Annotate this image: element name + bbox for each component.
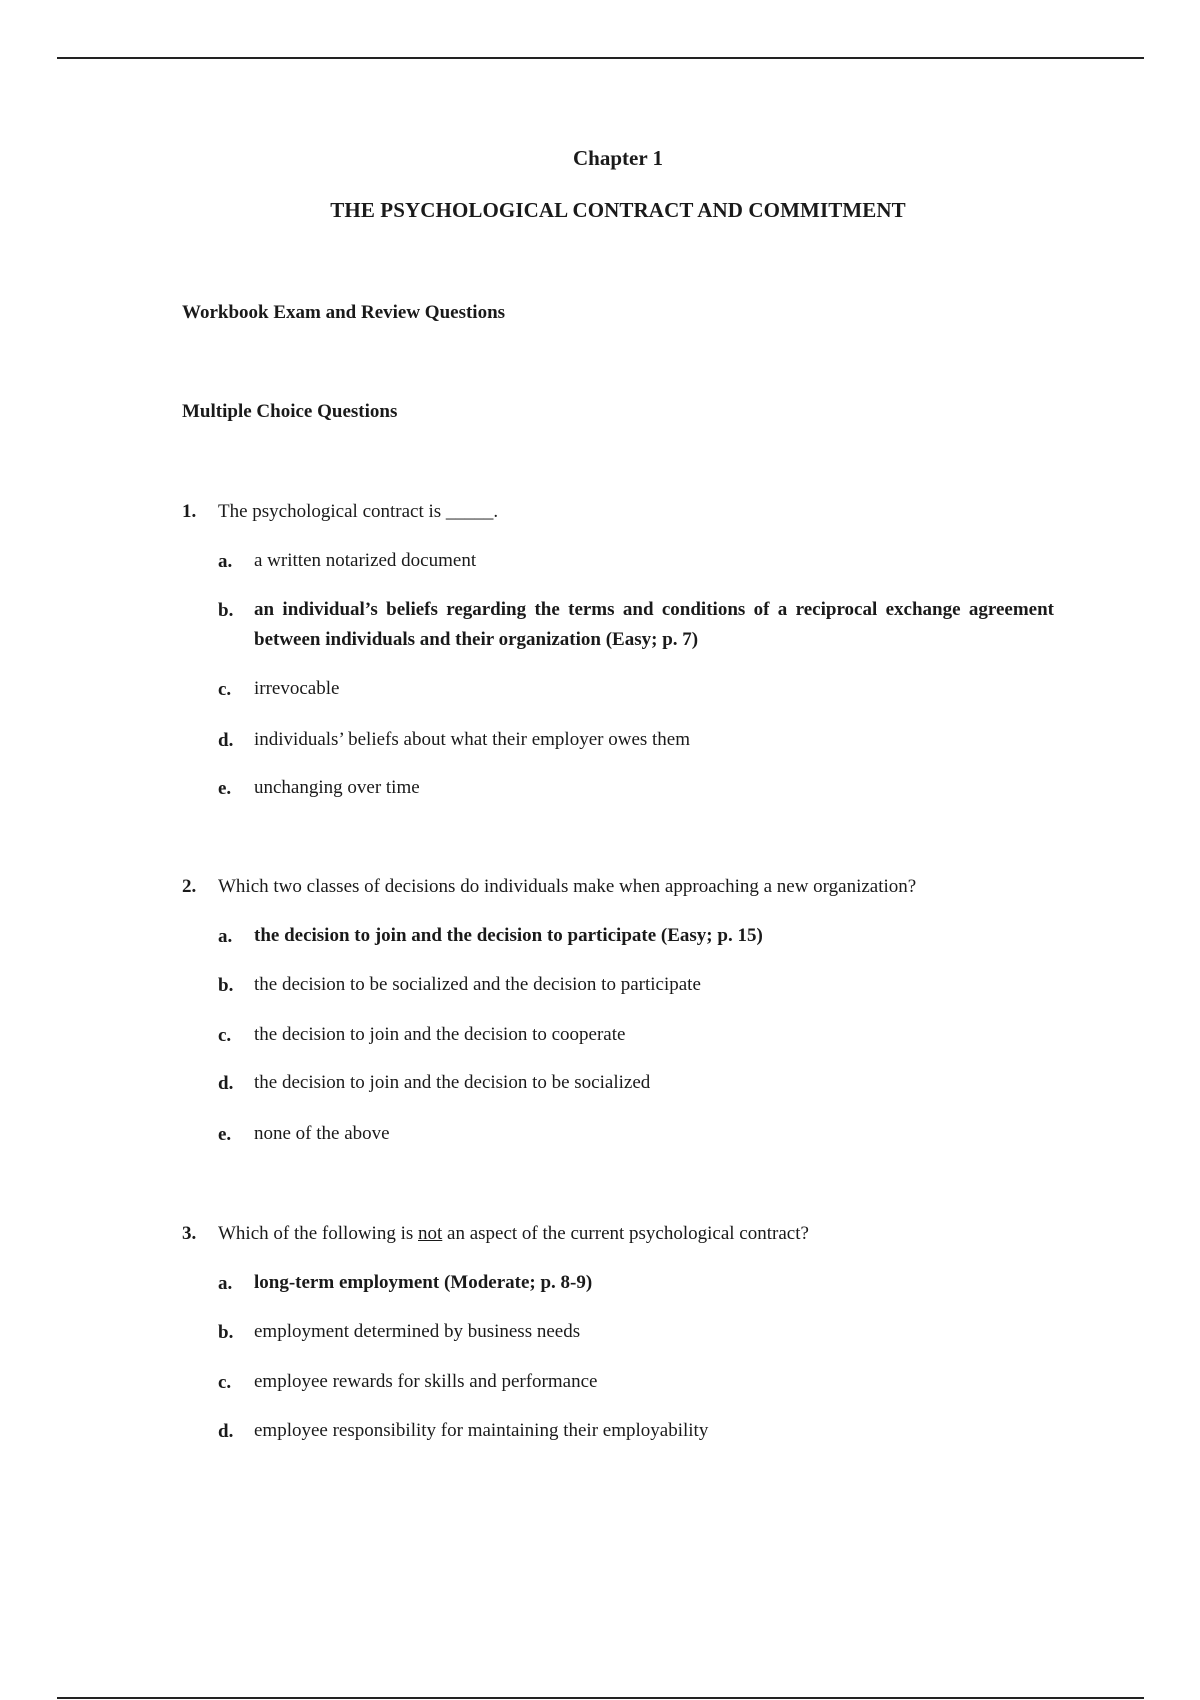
question-stem: The psychological contract is _____. [218,501,499,522]
chapter-subtitle: THE PSYCHOLOGICAL CONTRACT AND COMMITMENT [330,198,906,222]
multiple-choice-heading: Multiple Choice Questions [182,401,398,422]
top-rule [57,57,1144,59]
option-letter: e. [218,1124,232,1145]
correct-option-text: long-term employment (Moderate; p. 8-9) [254,1272,593,1293]
option-letter: a. [218,1273,233,1294]
stem-after: an aspect of the current psychological contract? [442,1223,809,1244]
question-number: 1. [182,501,197,522]
chapter-title: Chapter 1 [572,146,664,170]
question-stem [218,1223,809,1245]
option-text: irrevocable [254,678,340,699]
option-text: employee responsibility for maintaining their employability [254,1420,709,1441]
option-text: the decision to join and the decision to cooperate [254,1024,626,1045]
question-stem: Which two classes of decisions do individuals make when approaching a new organization? [218,876,917,897]
option-text: none of the above [254,1123,390,1144]
correct-option-text: the decision to join and the decision to participate (Easy; p. 15) [254,925,763,946]
option-letter: d. [218,1073,234,1094]
option-letter: b. [218,600,234,621]
option-text: unchanging over time [254,777,420,798]
option-letter: c. [218,679,232,700]
stem-before: Which of the following is [218,1223,418,1244]
option-letter: e. [218,778,232,799]
option-text: employment determined by business needs [254,1321,581,1342]
question-number: 2. [182,876,197,897]
question-number: 3. [182,1223,197,1244]
option-letter: b. [218,975,234,996]
option-text: employee rewards for skills and performance [254,1371,598,1392]
correct-option-text: an individual’s beliefs regarding the terms and conditions of a reciprocal exchange agreement between individuals and their organization (Easy; p. 7) [254,599,1054,650]
bottom-rule [57,1697,1144,1699]
option-letter: a. [218,926,233,947]
stem-emphasis: not [418,1223,443,1244]
option-text: a written notarized document [254,550,477,571]
option-letter: c. [218,1025,232,1046]
option-letter: c. [218,1372,232,1393]
option-text: the decision to be socialized and the decision to participate [254,974,701,995]
option-letter: d. [218,1421,234,1442]
option-letter: a. [218,551,233,572]
option-letter: d. [218,730,234,751]
option-text: individuals’ beliefs about what their employer owes them [254,729,691,750]
option-text: the decision to join and the decision to be socialized [254,1072,651,1093]
workbook-heading: Workbook Exam and Review Questions [182,302,506,323]
option-letter: b. [218,1322,234,1343]
